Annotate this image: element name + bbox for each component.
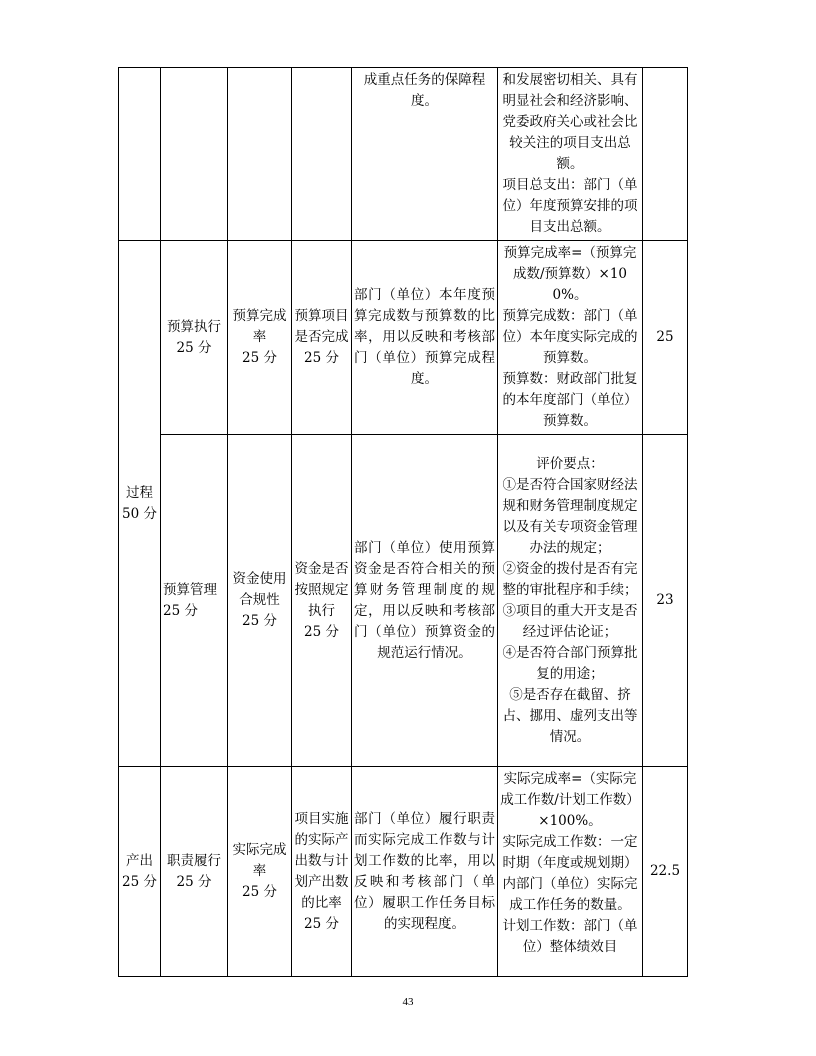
cell-level2 bbox=[161, 68, 228, 241]
table-row bbox=[119, 435, 688, 767]
cell-score bbox=[643, 68, 688, 241]
cell-formula bbox=[498, 241, 643, 435]
cell-score: 22.5 bbox=[643, 767, 688, 977]
formula-line: 实际完成工作数：一定时期（年度或规划期）内部门（单位）实际完成工作任务的数量。 bbox=[502, 834, 638, 913]
table-row bbox=[119, 68, 688, 241]
cell-description: 部门（单位）使用预算资金是否符合相关的预算财务管理制度的规定，用以反映和考核部门（单位）预算资金的规范运行情况。 bbox=[352, 435, 498, 767]
cell-level2: 职责履行 25 分 bbox=[161, 767, 228, 977]
table-row bbox=[119, 241, 688, 435]
cell-formula bbox=[498, 435, 643, 767]
cell-level2: 预算执行 25 分 bbox=[161, 241, 228, 435]
formula-line: 评价要点： bbox=[536, 455, 604, 472]
cell-level2: 预算管理 25 分 bbox=[161, 435, 228, 767]
cell-level3: 预算完成率 25 分 bbox=[228, 241, 292, 435]
cell-level3 bbox=[228, 68, 292, 241]
cell-description: 成重点任务的保障程度。 bbox=[352, 68, 498, 241]
cell-formula bbox=[498, 68, 643, 241]
page-number: 43 bbox=[402, 996, 414, 1008]
cell-description: 部门（单位）履行职责而实际完成工作数与计划工作数的比率，用以反映和考核部门（单位）履职工作任务目标的实现程度。 bbox=[352, 767, 498, 977]
formula-line: 实际完成率=（实际完成工作数/计划工作数）×100%。 bbox=[500, 771, 640, 829]
formula-line: 和发展密切相关、具有明显社会和经济影响、党委政府关心或社会比较关注的项目支出总额。 bbox=[502, 72, 638, 172]
cell-score: 25 bbox=[643, 241, 688, 435]
cell-level1-process: 过程 50 分 bbox=[119, 241, 161, 767]
cell-indicator: 预算项目是否完成 25 分 bbox=[292, 241, 352, 435]
performance-table bbox=[118, 67, 688, 977]
table-row bbox=[119, 767, 688, 977]
cell-level1: 产出 25 分 bbox=[119, 767, 161, 977]
cell-description: 部门（单位）本年度预算完成数与预算数的比率，用以反映和考核部门（单位）预算完成程度。 bbox=[352, 241, 498, 435]
formula-line: 预算完成数：部门（单位）本年度实际完成的预算数。 bbox=[502, 308, 638, 366]
cell-level3: 资金使用合规性 25 分 bbox=[228, 435, 292, 767]
formula-line: ④是否符合部门预算批复的用途； bbox=[502, 644, 638, 682]
cell-indicator: 资金是否按照规定执行 25 分 bbox=[292, 435, 352, 767]
formula-line: 预算数：财政部门批复的本年度部门（单位）预算数。 bbox=[502, 371, 638, 429]
cell-level3: 实际完成率 25 分 bbox=[228, 767, 292, 977]
formula-line: 计划工作数：部门（单位）整体绩效目 bbox=[502, 918, 638, 955]
cell-formula bbox=[498, 767, 643, 977]
cell-indicator bbox=[292, 68, 352, 241]
formula-line: ③项目的重大开支是否经过评估论证； bbox=[502, 602, 638, 640]
formula-line: 预算完成率=（预算完成数/预算数）×100%。 bbox=[503, 245, 637, 303]
formula-line: ②资金的拨付是否有完整的审批程序和手续； bbox=[502, 560, 638, 598]
cell-score: 23 bbox=[643, 435, 688, 767]
formula-line: 项目总支出：部门（单位）年度预算安排的项目支出总额。 bbox=[502, 177, 638, 235]
formula-line: ①是否符合国家财经法规和财务管理制度规定以及有关专项资金管理办法的规定； bbox=[502, 476, 638, 556]
cell-indicator: 项目实施的实际产出数与计划产出数的比率 25 分 bbox=[292, 767, 352, 977]
cell-level1 bbox=[119, 68, 161, 241]
formula-line: ⑤是否存在截留、挤占、挪用、虚列支出等情况。 bbox=[502, 686, 638, 745]
